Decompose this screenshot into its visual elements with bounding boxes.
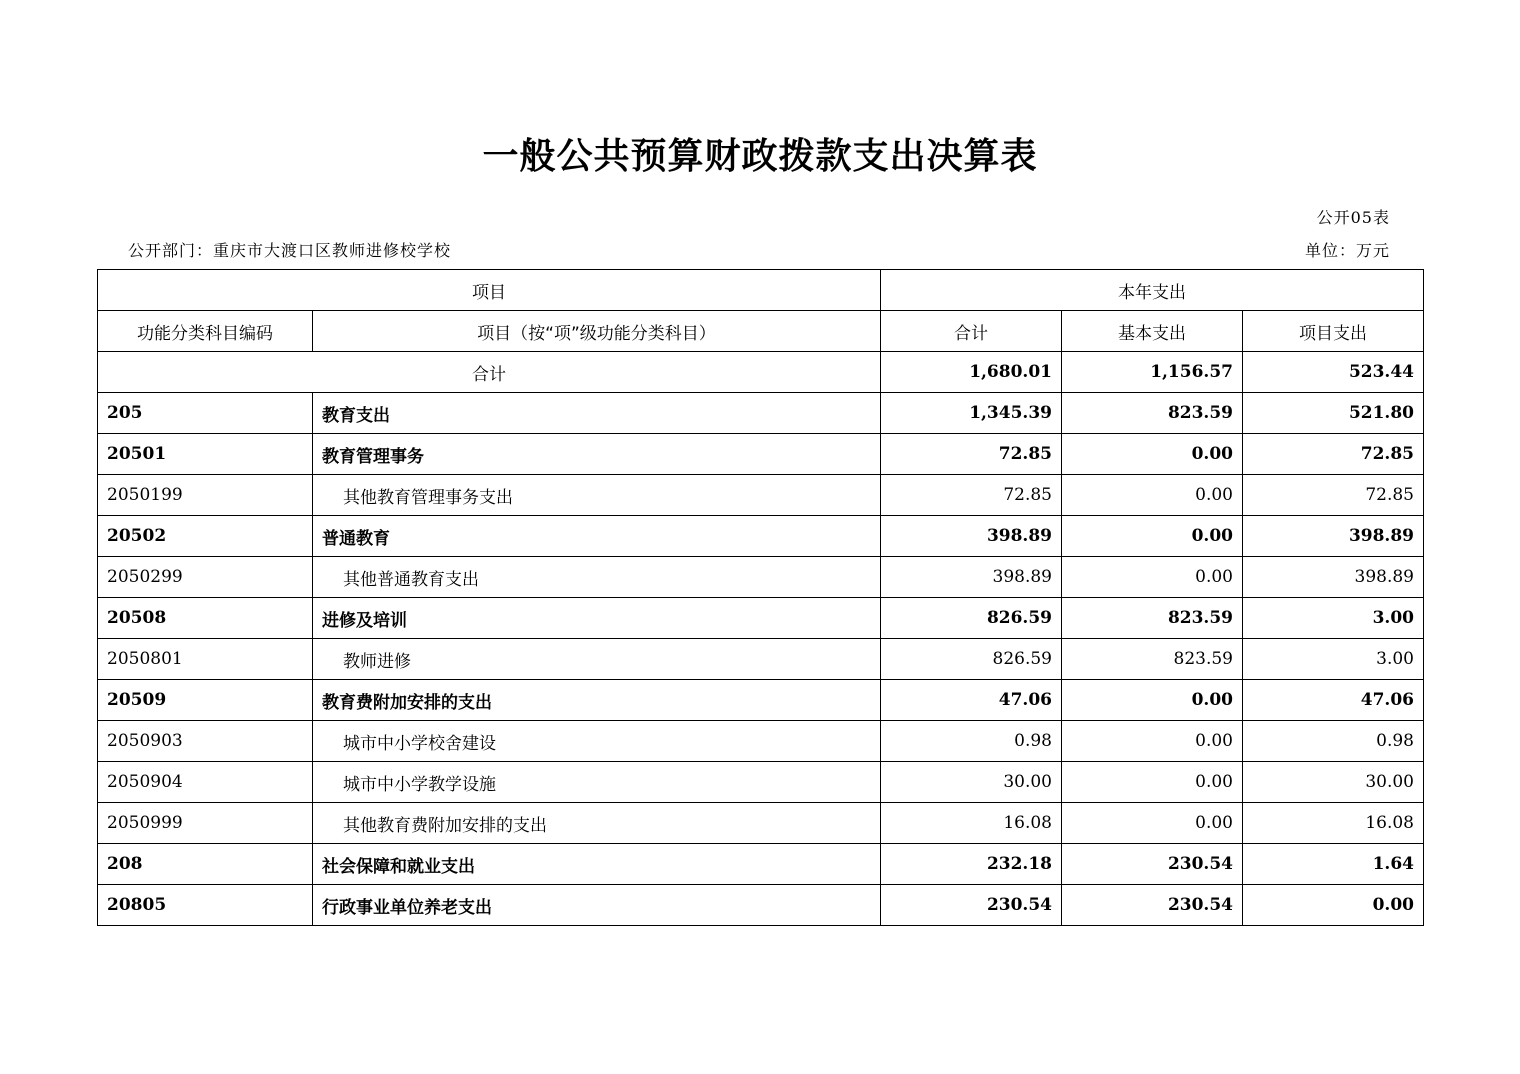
row-code: 2050199: [98, 475, 313, 516]
row-total: 0.98: [881, 721, 1062, 762]
row-total: 47.06: [881, 680, 1062, 721]
row-basic: 0.00: [1062, 516, 1243, 557]
row-project: 0.98: [1243, 721, 1424, 762]
row-code: 2050904: [98, 762, 313, 803]
row-name: 城市中小学校舍建设: [313, 721, 881, 762]
row-basic: 230.54: [1062, 885, 1243, 926]
row-project: 3.00: [1243, 639, 1424, 680]
table-row: [98, 598, 1424, 639]
row-project: 0.00: [1243, 885, 1424, 926]
row-basic: 0.00: [1062, 803, 1243, 844]
row-total: 1,345.39: [881, 393, 1062, 434]
row-total: 826.59: [881, 639, 1062, 680]
row-total: 230.54: [881, 885, 1062, 926]
row-name: 其他教育费附加安排的支出: [313, 803, 881, 844]
row-basic: 0.00: [1062, 434, 1243, 475]
row-basic: 0.00: [1062, 762, 1243, 803]
row-project: 521.80: [1243, 393, 1424, 434]
row-code: 205: [98, 393, 313, 434]
row-name: 行政事业单位养老支出: [313, 885, 881, 926]
row-project: 3.00: [1243, 598, 1424, 639]
row-code: 20805: [98, 885, 313, 926]
table-row: [98, 434, 1424, 475]
summary-total: 1,680.01: [881, 352, 1062, 393]
row-code: 208: [98, 844, 313, 885]
row-name: 教育支出: [313, 393, 881, 434]
row-total: 72.85: [881, 434, 1062, 475]
row-project: 47.06: [1243, 680, 1424, 721]
row-name: 其他普通教育支出: [313, 557, 881, 598]
row-project: 72.85: [1243, 475, 1424, 516]
header-code: 功能分类科目编码: [98, 311, 313, 352]
table-row: [98, 639, 1424, 680]
row-total: 826.59: [881, 598, 1062, 639]
table-row: [98, 475, 1424, 516]
row-name: 城市中小学教学设施: [313, 762, 881, 803]
row-total: 16.08: [881, 803, 1062, 844]
header-project: 项目支出: [1243, 311, 1424, 352]
row-name: 进修及培训: [313, 598, 881, 639]
table-row: [98, 721, 1424, 762]
expense-table: [97, 269, 1424, 926]
row-project: 1.64: [1243, 844, 1424, 885]
table-row: [98, 803, 1424, 844]
row-code: 20501: [98, 434, 313, 475]
header-total: 合计: [881, 311, 1062, 352]
header-basic: 基本支出: [1062, 311, 1243, 352]
summary-row: [98, 352, 1424, 393]
row-code: 2050801: [98, 639, 313, 680]
row-project: 72.85: [1243, 434, 1424, 475]
row-code: 2050299: [98, 557, 313, 598]
summary-basic: 1,156.57: [1062, 352, 1243, 393]
table-row: [98, 393, 1424, 434]
table-row: [98, 557, 1424, 598]
unit-label: 单位：万元: [1304, 241, 1390, 260]
row-project: 30.00: [1243, 762, 1424, 803]
row-total: 398.89: [881, 516, 1062, 557]
summary-label: 合计: [98, 352, 881, 393]
row-total: 232.18: [881, 844, 1062, 885]
table-row: [98, 680, 1424, 721]
row-name: 普通教育: [313, 516, 881, 557]
row-basic: 0.00: [1062, 721, 1243, 762]
row-name: 教育费附加安排的支出: [313, 680, 881, 721]
header-item: 项目: [98, 270, 881, 311]
row-basic: 230.54: [1062, 844, 1243, 885]
row-code: 2050999: [98, 803, 313, 844]
page-title: 一般公共预算财政拨款支出决算表: [482, 136, 1038, 177]
row-total: 398.89: [881, 557, 1062, 598]
row-basic: 0.00: [1062, 475, 1243, 516]
department-label: 公开部门：重庆市大渡口区教师进修校学校: [128, 241, 452, 260]
table-row: [98, 762, 1424, 803]
row-code: 20508: [98, 598, 313, 639]
row-name: 社会保障和就业支出: [313, 844, 881, 885]
row-name: 其他教育管理事务支出: [313, 475, 881, 516]
row-basic: 823.59: [1062, 639, 1243, 680]
row-basic: 823.59: [1062, 393, 1243, 434]
row-basic: 823.59: [1062, 598, 1243, 639]
table-row: [98, 844, 1424, 885]
row-name: 教师进修: [313, 639, 881, 680]
row-code: 20509: [98, 680, 313, 721]
summary-project: 523.44: [1243, 352, 1424, 393]
row-project: 398.89: [1243, 557, 1424, 598]
row-basic: 0.00: [1062, 557, 1243, 598]
row-name: 教育管理事务: [313, 434, 881, 475]
row-basic: 0.00: [1062, 680, 1243, 721]
row-project: 16.08: [1243, 803, 1424, 844]
header-item-name: 项目（按“项”级功能分类科目）: [313, 311, 881, 352]
row-code: 2050903: [98, 721, 313, 762]
row-project: 398.89: [1243, 516, 1424, 557]
row-code: 20502: [98, 516, 313, 557]
header-row-2: [98, 311, 1424, 352]
header-current-year-expense: 本年支出: [881, 270, 1424, 311]
table-number: 公开05表: [1316, 208, 1390, 227]
table-row: [98, 885, 1424, 926]
header-row-1: [98, 270, 1424, 311]
row-total: 30.00: [881, 762, 1062, 803]
row-total: 72.85: [881, 475, 1062, 516]
table-row: [98, 516, 1424, 557]
